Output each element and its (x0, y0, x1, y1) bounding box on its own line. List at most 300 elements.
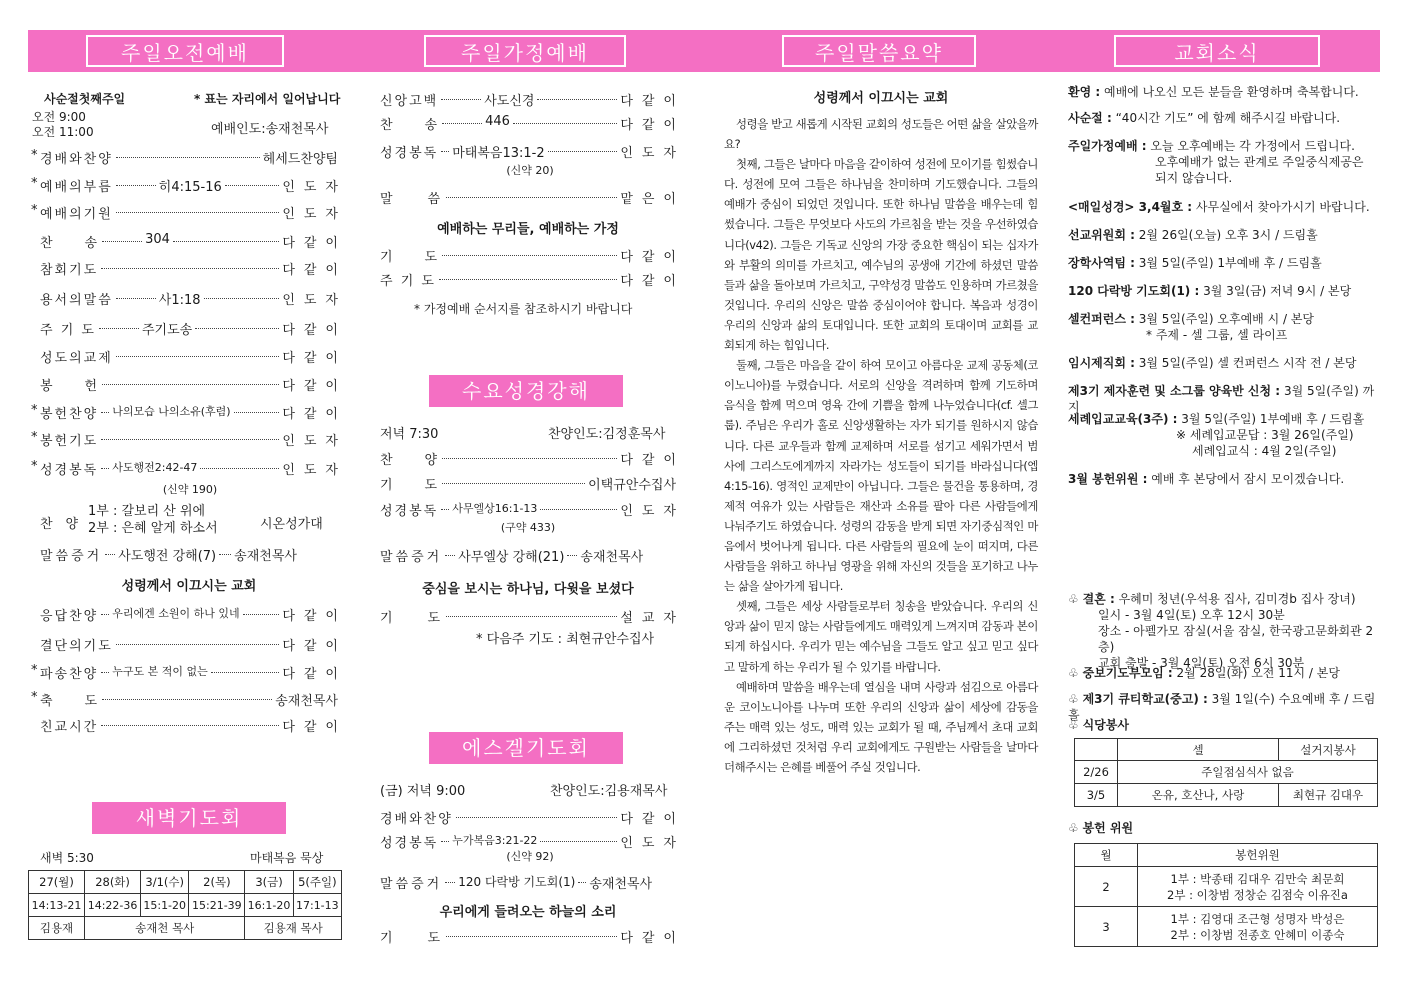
news-wedding-date: 일시 - 3월 4일(토) 오후 12시 30분 (1098, 608, 1285, 622)
order-row (31, 203, 347, 222)
testimony-speaker: 송재천목사 (234, 549, 297, 564)
ezekiel-prayer-end: 다같이 (620, 931, 685, 946)
order-label: 친교시간 (40, 720, 99, 735)
order-row (31, 319, 347, 338)
leader-dots (540, 500, 617, 510)
order-label: 성경봉독 (40, 463, 99, 478)
news-lent (1068, 110, 1384, 126)
clover-icon: ♧ (1068, 592, 1079, 606)
meal-head-cell: 설거지봉사 (1279, 739, 1378, 761)
order-row (31, 289, 347, 308)
meal-head-cell (1075, 739, 1118, 761)
news-scholarship (1068, 255, 1384, 271)
news-mission-text: 2월 26일(오늘) 오후 3시 / 드림홀 (1138, 228, 1318, 242)
offering-committee-table (1074, 843, 1378, 947)
order-detail: 누구도 본 적이 없는 (112, 665, 208, 678)
order-person: 이택규안수집사 (588, 478, 676, 493)
order-person: 인도자 (282, 293, 347, 308)
dawn-schedule-table (28, 870, 342, 940)
order-row (31, 176, 347, 195)
news-daily-label: <매일성경> 3,4월호 : (1068, 200, 1193, 214)
news-wedding-label: 결혼 : (1082, 592, 1115, 606)
anthem-choir-name: 시온성가대 (260, 517, 323, 532)
order-row (380, 114, 685, 133)
offer-head-cell: 월 (1075, 844, 1138, 867)
offer-members-cell (1138, 867, 1378, 907)
news-deacon-label: 임시제직회 : (1068, 356, 1135, 370)
leader-dots (101, 403, 109, 413)
leader-dots (211, 663, 280, 673)
order-label: 성도의교제 (40, 351, 113, 366)
sermon-paragraph: 둘째, 그들은 마음을 같이 하여 모이고 아름다운 교제 공동체(코이노니아)를 누렸습니다. 서로의 신앙을 격려하며 함께 기도하며 음식을 함께 먹으며 영육 간에 기쁨을 함께 나누었습니다(cf. 셀그룹). 주님은 우리가 홀로 신앙생활하는 자가 되기를 원하시지 않습니다. 다른 교우들과 함께 교제하며 서로를 섬기고 세워가면서 범사에 그리스도에게까지 자라가는 성도들이 되기를 바라십니다(엡4:15-16). 영적인 교제만이 아닙니다. 그들은 물건을 통용하며, 경제적 여유가 있는 사람들은 재산과 소유를 팔아 다른 사람들에게 나눠주기도 하였습니다. 성령의 감동을 받게 되면 자기중심적인 마음에서 벗어나게 됩니다. 다른 사람들의 필요에 눈이 떠지며, 다른 사람들을 위하고 하나님 영광을 위해 자신의 것들을 포기하고 나누는 삶을 살아가게 됩니다. (724, 358, 1038, 594)
service-time-2: 오전 11:00 (32, 125, 94, 139)
star-mark: * (31, 430, 38, 445)
clover-icon: ♧ (1068, 692, 1079, 706)
dawn-day-cell: 28(화) (85, 871, 141, 894)
order-label: 성경봉독 (380, 504, 439, 519)
order-detail: 마태복음13:1-2 (452, 146, 545, 161)
family-reading-page: (신약 20) (506, 164, 554, 177)
news-offering-label: 3월 봉헌위원 : (1068, 472, 1148, 486)
order-person: 다같이 (620, 453, 685, 468)
ezekiel-testimony-speaker: 송재천목사 (589, 877, 653, 892)
ezekiel-prayer-label: 기 도 (380, 931, 444, 946)
leader-dots (101, 430, 279, 440)
news-mission (1068, 227, 1384, 243)
leader-dots (102, 232, 142, 242)
order-row (380, 142, 685, 161)
order-label: 봉헌찬양 (40, 407, 99, 422)
star-mark: * (31, 203, 38, 218)
dawn-leader-cell: 김용재 목사 (245, 917, 342, 940)
news-wedding-text: 우혜미 청년(우석용 집사, 김미경b 집사 장녀) (1118, 592, 1356, 606)
dawn-day-cell: 3/1(수) (141, 871, 189, 894)
clover-icon: ♧ (1068, 718, 1079, 732)
offer-month-cell: 2 (1075, 867, 1138, 907)
news-deacon-meeting (1068, 355, 1384, 371)
order-label: 성경봉독 (380, 146, 439, 161)
news-mid-text: 2월 28일(화) 오전 11시 / 본당 (1176, 666, 1340, 680)
order-label: 결단의기도 (40, 639, 113, 654)
order-person: 다같이 (282, 609, 347, 624)
next-week-prayer: * 다음주 기도 : 최현규안수집사 (476, 632, 655, 647)
news-wedding-place: 장소 - 아펠가모 잠실(서울 잠실, 한국광고문화회관 2층) (1098, 624, 1374, 654)
order-label: 주 기 도 (40, 323, 96, 338)
order-detail: 나의모습 나의소유(후렴) (112, 405, 231, 418)
dawn-leader-cell: 김용재 (29, 917, 85, 940)
news-qt-label: 제3기 큐티학교(중고) : (1082, 692, 1208, 706)
order-label: 축 도 (40, 694, 100, 709)
order-person: 다같이 (282, 236, 347, 251)
header-church-news: 교회소식 (1114, 35, 1320, 67)
order-person: 인도자 (282, 434, 347, 449)
sermon-title: 성령께서 이끄시는 교회 (813, 91, 949, 106)
news-baptism-text-3: 세례입교식 : 4월 2일(주일) (1192, 444, 1337, 458)
family-subtitle: 예배하는 무리들, 예배하는 가정 (437, 222, 619, 237)
order-detail: 히4:15-16 (158, 180, 222, 195)
ezekiel-time: (금) 저녁 9:00 (380, 784, 466, 799)
star-mark: * (31, 176, 38, 191)
header-family-worship: 주일가정예배 (424, 35, 626, 67)
offer-head-cell: 봉헌위원 (1138, 844, 1378, 867)
order-label: 신앙고백 (380, 94, 439, 109)
news-wedding-bus: 교회 출발 - 3월 4일(토) 오전 6시 30분 (1098, 656, 1305, 670)
order-row (31, 459, 347, 478)
leader-dots (446, 607, 617, 617)
leader-dots (204, 289, 280, 299)
anthem-first: 1부 : 갈보리 산 위에 (88, 504, 206, 519)
family-word-label: 말 씀 (380, 192, 444, 207)
sermon-paragraph: 예배하며 말씀을 배우는데 열심을 내며 사랑과 섬김으로 아름다운 코이노니아를 나누며 또한 우리의 신앙과 삶이 세상에 감동을 주는 매력 있는 성도, 매력 있는 교회가 될 때, 주님께서 초대 교회에 그리하셨던 것처럼 우리 교회에게도 구원받는 사람들을 날마다 더해주시는 은혜를 베풀어 주실 것입니다. (724, 679, 1038, 774)
meal-row (1075, 784, 1378, 807)
news-wedding (1068, 591, 1384, 671)
worship-leader: 예배인도:송재천목사 (211, 122, 329, 137)
meal-service-table (1074, 738, 1378, 807)
news-welcome (1068, 84, 1384, 100)
leader-dots (173, 232, 279, 242)
order-row (380, 270, 685, 289)
order-person: 다같이 (282, 639, 347, 654)
offer-members-second: 2부 : 이창범 전종호 안혜미 이종숙 (1170, 927, 1345, 942)
news-family-text-2: 오후예배가 없는 관계로 주일중식제공은 (1155, 155, 1364, 169)
offer-row (1075, 907, 1378, 947)
order-row (31, 259, 347, 278)
news-daily-bible (1068, 199, 1384, 215)
ezekiel-testimony-title: 120 다락방 기도회(1) (458, 875, 576, 889)
order-row (380, 449, 685, 468)
offer-month-cell: 3 (1075, 907, 1138, 947)
news-meal-service (1068, 717, 1384, 733)
testimony-row (40, 545, 338, 564)
order-person: 다같이 (282, 263, 347, 278)
news-offer-label: 봉헌 위원 (1082, 821, 1134, 835)
morning-sermon-title: 성령께서 이끄시는 교회 (121, 579, 257, 594)
order-person: 다같이 (620, 118, 685, 133)
leader-dots (441, 90, 481, 100)
dawn-passage-cell: 15:1-20 (141, 894, 189, 917)
order-label: 참회기도 (40, 263, 99, 278)
wednesday-testimony-title: 사무엘상 강해(21) (458, 550, 565, 565)
wednesday-time: 저녁 7:30 (380, 427, 439, 442)
order-person: 다같이 (282, 407, 347, 422)
news-family-label: 주일가정예배 : (1068, 139, 1147, 153)
ezekiel-reading-page: (신약 92) (506, 850, 554, 863)
wednesday-subtitle: 중심을 보시는 하나님, 다윗을 보셨다 (422, 582, 634, 597)
order-detail: 사무엘상16:1-13 (452, 502, 538, 515)
leader-dots (101, 259, 279, 269)
order-label: 성경봉독 (380, 836, 439, 851)
wednesday-prayer-label: 기 도 (380, 611, 444, 626)
header-morning-worship: 주일오전예배 (86, 35, 284, 67)
leader-dots (243, 605, 280, 615)
order-detail: 사도신경 (484, 94, 535, 109)
leader-dots (116, 635, 280, 645)
order-row (31, 635, 347, 654)
news-intercession (1068, 665, 1384, 681)
ezekiel-subtitle: 우리에게 들려오는 하늘의 소리 (439, 905, 617, 920)
clover-icon: ♧ (1068, 821, 1079, 835)
order-row (380, 90, 685, 109)
dawn-passage-cell: 14:22-36 (85, 894, 141, 917)
leader-dots (567, 546, 577, 556)
news-baptism-text-1: 3월 5일(주일) 1부예배 후 / 드림홀 (1181, 412, 1365, 426)
dawn-book: 마태복음 묵상 (250, 851, 324, 865)
news-offering-text: 예배 후 본당에서 잠시 모이겠습니다. (1151, 472, 1345, 486)
family-word-end: 맡은이 (620, 192, 685, 207)
leader-dots (101, 716, 279, 726)
order-person: 다같이 (282, 667, 347, 682)
offer-members-first: 1부 : 김영대 조근형 성명자 박성은 (1170, 911, 1345, 926)
wednesday-leader: 찬양인도:김정훈목사 (548, 427, 666, 442)
order-label: 파송찬양 (40, 667, 99, 682)
order-label: 찬 송 (40, 236, 100, 251)
order-person: 인도자 (620, 146, 685, 161)
news-family-worship (1068, 138, 1384, 186)
leader-dots (101, 663, 109, 673)
wednesday-testimony-speaker: 송재천목사 (580, 550, 644, 565)
meal-row (1075, 761, 1378, 784)
order-row (380, 246, 685, 265)
news-welcome-text: 예배에 나오신 모든 분들을 환영하며 축복합니다. (1104, 85, 1359, 99)
leader-dots (548, 142, 618, 152)
leader-dots (225, 176, 280, 186)
clover-icon: ♧ (1068, 666, 1079, 680)
testimony-label: 말씀증거 (40, 549, 103, 564)
header-wednesday-bible: 수요성경강해 (429, 375, 623, 407)
family-note: * 가정예배 순서지를 참조하시기 바랍니다 (414, 302, 633, 316)
meal-date-cell: 3/5 (1075, 784, 1118, 807)
dawn-passages-row (29, 894, 342, 917)
news-baptism-label: 세례입교교육(3주) : (1068, 412, 1178, 426)
leader-dots (101, 605, 109, 615)
meal-date-cell: 2/26 (1075, 761, 1118, 784)
news-family-text-3: 되지 않습니다. (1155, 171, 1233, 185)
leader-dots (116, 176, 156, 186)
leader-dots (578, 873, 586, 883)
leader-dots (101, 459, 109, 469)
news-offering (1068, 471, 1384, 487)
leader-dots (102, 375, 279, 385)
leader-dots (445, 873, 455, 883)
leader-dots (441, 500, 449, 510)
star-mark: * (31, 663, 38, 678)
leader-dots (513, 114, 617, 124)
leader-dots (446, 927, 617, 937)
order-person: 인도자 (282, 207, 347, 222)
sermon-paragraph: 첫째, 그들은 날마다 마음을 같이하여 성전에 모이기를 힘썼습니다. 성전에 모여 그들은 하나님을 찬미하며 기도했습니다. 그들의 예배가 중심이 되었던 것입니다. 또한 하나님 말씀을 배우는데 힘썼습니다. 그들은 무엇보다 사도의 가르침을 받는 것을 우선하였습니다(v42). 그들은 기독교 신앙의 가장 중요한 핵심이 되는 십자가와 부활의 의미를 가르치고, 예수님의 공생애 기간에 하셨던 말씀들과 삶을 돌아보며 가르치고, 구약성경 말씀도 인용하며 가르쳤을 것입니다. 우리의 신앙은 말씀 중심이어야 합니다. 복음과 성경이 우리의 신앙과 삶의 토대입니다. 또한 교회의 토대이며 교회를 교회되게 하는 힘입니다. (724, 157, 1038, 353)
star-mark: * (31, 403, 38, 418)
order-label: 경배와찬양 (380, 812, 453, 827)
leader-dots (116, 148, 260, 158)
news-cell-text-2: * 주제 - 셀 그룹, 셀 라이프 (1146, 328, 1288, 342)
sermon-paragraph: 성령을 받고 새롭게 시작된 교회의 성도들은 어떤 삶을 살았을까요? (724, 117, 1038, 152)
news-cell-label: 셀컨퍼런스 : (1068, 312, 1135, 326)
wednesday-prayer-row (380, 607, 685, 626)
order-label: 경배와찬양 (40, 152, 113, 167)
order-person: 인도자 (620, 504, 685, 519)
ezekiel-testimony-label: 말씀증거 (380, 877, 443, 892)
star-mark: * (31, 459, 38, 474)
wednesday-prayer-end: 설교자 (620, 611, 685, 626)
dawn-passage-cell: 16:1-20 (245, 894, 293, 917)
order-person: 다같이 (620, 94, 685, 109)
order-person: 송재천목사 (275, 694, 338, 709)
wednesday-reading-page: (구약 433) (500, 521, 556, 534)
header-ezekiel-prayer: 에스겔기도회 (429, 732, 623, 764)
ezekiel-testimony-row (380, 873, 676, 892)
leader-dots (537, 90, 617, 100)
order-row (31, 605, 347, 624)
offer-members-first: 1부 : 박종태 김대우 김만숙 최문희 (1170, 871, 1345, 886)
news-mission-label: 선교위원회 : (1068, 228, 1135, 242)
dawn-days-row (29, 871, 342, 894)
news-upper-label: 120 다락방 기도회(1) : (1068, 284, 1200, 298)
offer-head-row (1075, 844, 1378, 867)
order-person: 다같이 (282, 351, 347, 366)
leader-dots (219, 545, 231, 555)
dawn-passage-cell: 17:1-13 (293, 894, 341, 917)
dawn-leader-cell: 송재천 목사 (85, 917, 245, 940)
order-person: 인도자 (282, 463, 347, 478)
service-times (32, 110, 94, 140)
dawn-day-cell: 27(월) (29, 871, 85, 894)
order-row (380, 500, 685, 519)
wednesday-testimony-label: 말씀증거 (380, 550, 443, 565)
news-upper-text: 3월 3일(금) 저녁 9시 / 본당 (1203, 284, 1352, 298)
order-detail: 주기도송 (141, 323, 193, 338)
dawn-time: 새벽 5:30 (40, 851, 94, 865)
news-welcome-label: 환영 : (1068, 85, 1101, 99)
news-upper-room (1068, 283, 1384, 299)
order-row (31, 403, 347, 422)
meal-cell: 최현규 김대우 (1279, 784, 1378, 807)
leader-dots (116, 203, 280, 213)
header-sermon-summary: 주일말씀요약 (782, 35, 976, 67)
news-cell-text-1: 3월 5일(주일) 오후예배 시 / 본당 (1138, 312, 1315, 326)
order-detail: 304 (145, 232, 170, 247)
order-label: 봉 헌 (40, 379, 100, 394)
standing-note: * 표는 자리에서 일어납니다 (194, 92, 341, 106)
dawn-passage-cell: 14:13-21 (29, 894, 85, 917)
dawn-leaders-row (29, 917, 342, 940)
reading-page: (신약 190) (162, 483, 218, 496)
news-daily-text: 사무실에서 찾아가시기 바랍니다. (1195, 200, 1370, 214)
order-label: 주 기 도 (380, 274, 436, 289)
leader-dots (102, 690, 272, 700)
order-detail: 사도행전2:42-47 (112, 461, 198, 474)
leader-dots (442, 449, 617, 459)
dawn-day-cell: 2(목) (189, 871, 245, 894)
service-time-1: 오전 9:00 (32, 110, 86, 124)
order-label: 응답찬양 (40, 609, 99, 624)
star-mark: * (31, 690, 38, 705)
order-row (31, 375, 347, 394)
news-deacon-text: 3월 5일(주일) 셀 컨퍼런스 시작 전 / 본당 (1138, 356, 1357, 370)
news-baptism-text-2: ※ 세례입교문답 : 3월 26일(주일) (1176, 428, 1354, 442)
leader-dots (442, 246, 617, 256)
order-label: 용서의말씀 (40, 293, 113, 308)
ezekiel-prayer-row (380, 927, 685, 946)
leader-dots (195, 319, 279, 329)
order-person: 인도자 (620, 836, 685, 851)
order-person: 다같이 (282, 720, 347, 735)
news-training-label: 제3기 제자훈련 및 소그룹 양육반 신청 : (1068, 384, 1281, 398)
lent-week-label: 사순절첫째주일 (44, 92, 126, 106)
news-baptism (1068, 411, 1384, 459)
leader-dots (439, 270, 617, 280)
offer-members-cell (1138, 907, 1378, 947)
leader-dots (442, 474, 585, 484)
meal-cell: 온유, 호산나, 사랑 (1118, 784, 1279, 807)
dawn-day-cell: 3(금) (245, 871, 293, 894)
wednesday-testimony-row (380, 546, 676, 565)
anthem-choirs (88, 503, 218, 537)
order-label: 기 도 (380, 250, 440, 265)
meal-cell: 주일점심식사 없음 (1118, 761, 1378, 784)
sermon-body (724, 114, 1038, 777)
meal-head-row (1075, 739, 1378, 761)
order-row (31, 430, 347, 449)
order-row (31, 148, 338, 167)
news-lent-label: 사순절 : (1068, 111, 1112, 125)
leader-dots (441, 142, 449, 152)
order-label: 찬 양 (380, 453, 440, 468)
order-row (380, 474, 676, 493)
order-person: 다같이 (282, 379, 347, 394)
anthem-label: 찬 양 (40, 517, 79, 532)
offer-row (1075, 867, 1378, 907)
order-person: 인도자 (282, 180, 347, 195)
dawn-day-cell: 5(주일) (293, 871, 341, 894)
ezekiel-leader: 찬양인도:김용재목사 (550, 784, 668, 799)
leader-dots (99, 319, 139, 329)
sermon-paragraph: 셋째, 그들은 세상 사람들로부터 칭송을 받았습니다. 우리의 신앙과 삶이 믿지 않는 사람들에게도 매력있게 느껴지며 감동과 본이 되게 하십시다. 우리가 믿는 예수님을 그들도 알고 싶고 믿고 싶다고 말하게 하는 우리가 될 수 있기를 바랍니다. (724, 599, 1038, 674)
leader-dots (446, 188, 617, 198)
order-detail: 446 (485, 114, 510, 129)
news-mid-label: 중보기도부모임 : (1082, 666, 1173, 680)
news-meal-label: 식당봉사 (1082, 718, 1129, 732)
order-label: 찬 송 (380, 118, 440, 133)
news-scholarship-label: 장학사역팀 : (1068, 256, 1135, 270)
meal-head-cell: 셀 (1118, 739, 1279, 761)
leader-dots (116, 289, 156, 299)
news-lent-text: “40시간 기도” 에 함께 해주시길 바랍니다. (1115, 111, 1341, 125)
leader-dots (234, 403, 280, 413)
leader-dots (445, 546, 455, 556)
news-scholarship-text: 3월 5일(주일) 1부예배 후 / 드림홀 (1138, 256, 1322, 270)
leader-dots (200, 459, 279, 469)
order-label: 봉헌기도 (40, 434, 99, 449)
order-label: 기 도 (380, 478, 440, 493)
news-training-text: 3월 5일(주일) 까지 (1068, 384, 1375, 414)
offer-members-second: 2부 : 이창범 정창순 김점숙 이유진a (1167, 887, 1348, 902)
leader-dots (456, 808, 618, 818)
order-person: 헤세드찬양팀 (262, 152, 338, 167)
anthem-second: 2부 : 은혜 알게 하소서 (88, 521, 218, 536)
order-detail: 누가복음3:21-22 (452, 834, 538, 847)
leader-dots (540, 832, 617, 842)
leader-dots (105, 545, 115, 555)
news-qt-text: 3월 1일(수) 수요예배 후 / 드림홀 (1068, 692, 1376, 722)
order-label: 예배의부름 (40, 180, 113, 195)
testimony-title: 사도행전 강해(7) (118, 549, 217, 564)
order-row (31, 716, 347, 735)
order-person: 다같이 (620, 812, 685, 827)
leader-dots (441, 832, 449, 842)
header-dawn-prayer: 새벽기도회 (92, 802, 286, 834)
order-row (31, 690, 338, 709)
news-family-text-1: 오늘 오후예배는 각 가정에서 드립니다. (1150, 139, 1355, 153)
